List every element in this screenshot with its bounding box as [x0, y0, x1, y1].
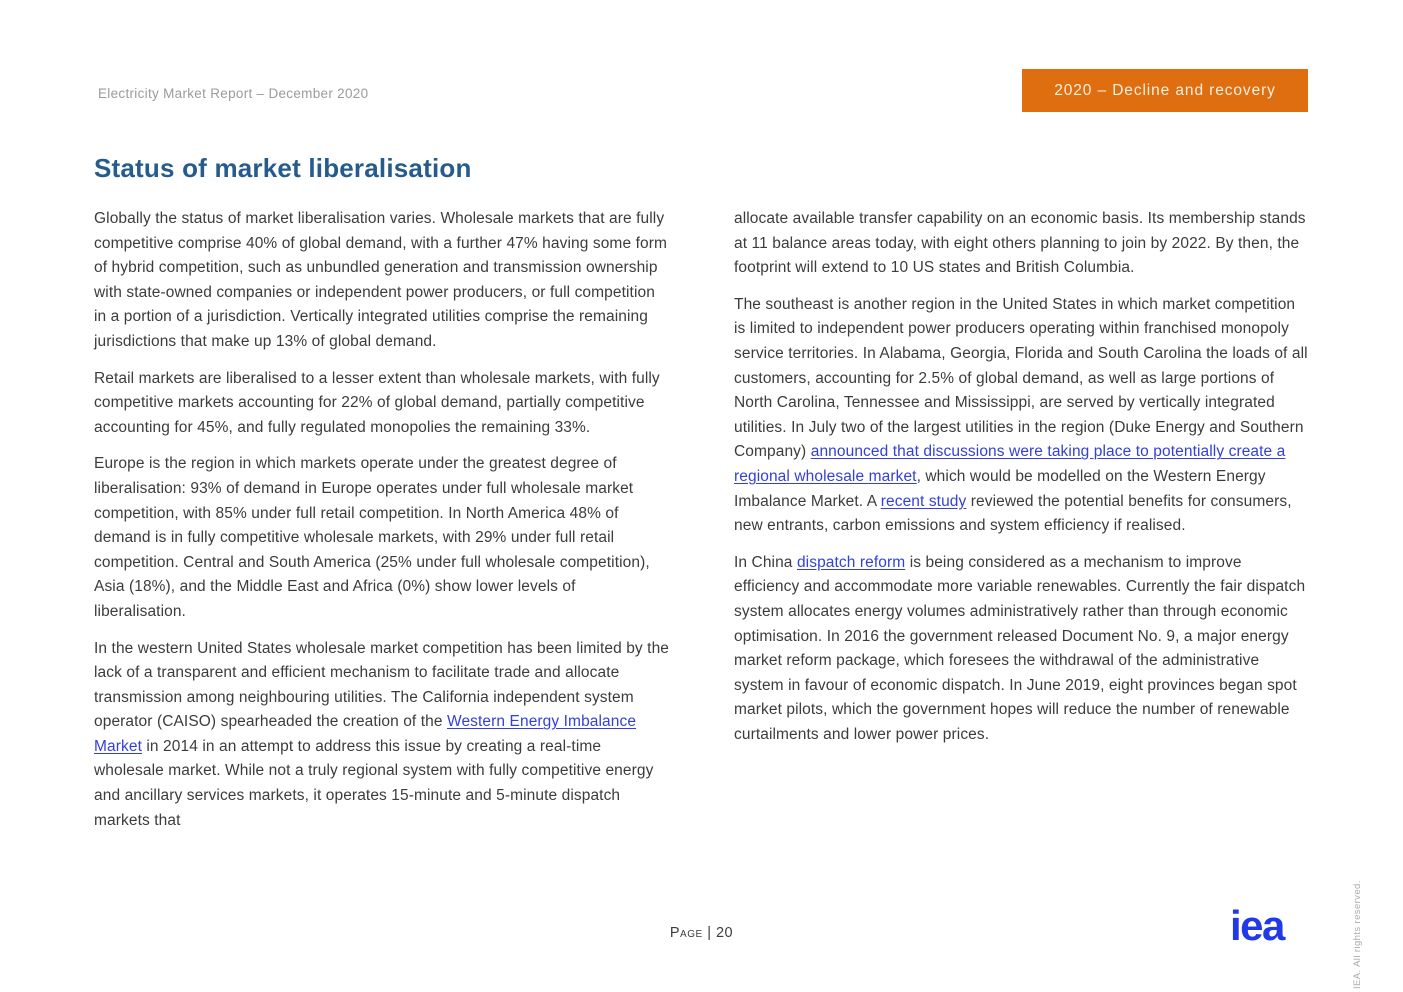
- paragraph: [94, 637, 669, 834]
- paragraph: [94, 452, 669, 624]
- inline-link[interactable]: recent study: [880, 492, 967, 510]
- body-left-column: [94, 207, 669, 845]
- paragraph: [734, 293, 1308, 539]
- edition-badge: 2020 – Decline and recovery: [1022, 69, 1308, 112]
- header-report-title: Electricity Market Report – December 2020: [98, 86, 369, 101]
- page-number: Page | 20: [669, 925, 734, 941]
- body-columns: [94, 207, 1308, 845]
- body-right-column: [734, 207, 1308, 845]
- text-segment: Globally the status of market liberalisation varies. Wholesale markets that are fully competitive comprise 40% of global demand, with a further 47% having some form of hybrid competition, such as unbundled generation and transmission ownership with state-owned companies or independent power producers, or full competition in a portion of a jurisdiction. Vertically integrated utilities comprise the remaining jurisdictions that make up 13% of global demand.: [94, 210, 667, 350]
- text-segment: allocate available transfer capability on an economic basis. Its membership stands at 11 balance areas today, with eight others planning to join by 2022. By then, the footprint will extend to 10 US states and British Columbia.: [734, 210, 1306, 277]
- page-title: Status of market liberalisation: [94, 153, 472, 183]
- inline-link[interactable]: Western Energy Imbalance Market: [94, 713, 637, 755]
- paragraph: [734, 207, 1308, 281]
- text-segment: In the western United States wholesale market competition has been limited by the lack of a transparent and efficient mechanism to facilitate trade and allocate transmission among neighbouring utilities. The California independent system operator (CAISO) spearheaded the creation of the: [94, 639, 670, 731]
- text-segment: The southeast is another region in the United States in which market competition is limited to independent power producers operating within franchised monopoly service territories. In Alabama, Georgia, Florida and South Carolina the loads of all customers, accounting for 2.5% of global demand, as well as large portions of North Carolina, Tennessee and Mississippi, are served by vertically integrated utilities. In July two of the largest utilities in the region (Duke Energy and Southern Company): [734, 295, 1308, 461]
- text-segment: in 2014 in an attempt to address this issue by creating a real-time wholesale market. While not a truly regional system with fully competitive energy and ancillary services markets, it operates 15-minute and 5-minute dispatch markets that: [94, 737, 654, 829]
- inline-link[interactable]: announced that discussions were taking place to potentially create a regional wholesale market: [734, 443, 1286, 485]
- copyright-sidenote: IEA. All rights reserved.: [1352, 880, 1363, 989]
- text-segment: Europe is the region in which markets operate under the greatest degree of liberalisation: 93% of demand in Europe operates under full wholesale market competition, with 85% under full retail competition. In North America 48% of demand is in fully competitive wholesale markets, with 29% under full retail competition. Central and South America (25% under full wholesale competition), Asia (18%), and the Middle East and Africa (0%) show lower levels of liberalisation.: [94, 455, 650, 620]
- paragraph: [94, 367, 669, 441]
- text-segment: In China: [734, 553, 797, 571]
- text-segment: Retail markets are liberalised to a lesser extent than wholesale markets, with fully competitive markets accounting for 22% of global demand, partially competitive accounting for 45%, and fully regulated monopolies the remaining 33%.: [94, 369, 660, 436]
- text-segment: is being considered as a mechanism to improve efficiency and accommodate more variable renewables. Currently the fair dispatch system allocates energy volumes administratively rather than through economic optimisation. In 2016 the government released Document No. 9, a major energy market reform package, which foresees the withdrawal of the administrative system in favour of economic dispatch. In June 2019, eight provinces began spot market pilots, which the government hopes will reduce the number of renewable curtailments and lower power prices.: [734, 553, 1306, 743]
- iea-logo: iea: [1230, 902, 1284, 949]
- paragraph: [734, 551, 1308, 748]
- text-segment: , which would be modelled on the Western Energy Imbalance Market. A: [734, 467, 1266, 510]
- text-segment: reviewed the potential benefits for consumers, new entrants, carbon emissions and system efficiency if realised.: [734, 492, 1292, 535]
- paragraph: [94, 207, 669, 355]
- inline-link[interactable]: dispatch reform: [796, 553, 906, 571]
